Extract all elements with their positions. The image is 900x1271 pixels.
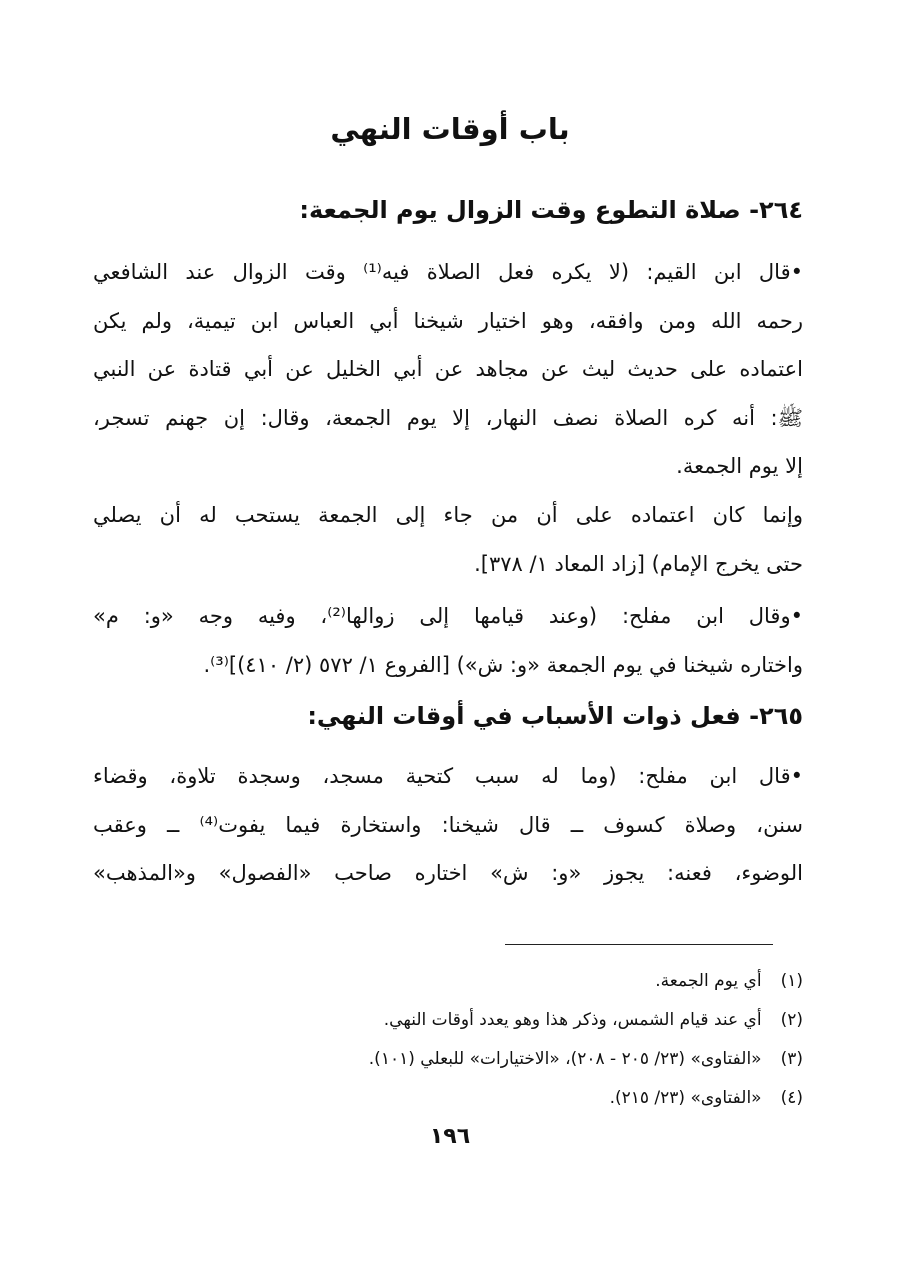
text-line: •قال ابن مفلح: (وما له سبب كتحية مسجد، وسجدة تلاوة، وقضاء	[93, 764, 803, 788]
text-line: •وقال ابن مفلح: (وعند قيامها إلى زوالها⁽²⁾، وفيه وجه «و: م»	[93, 604, 803, 628]
footnote-item	[103, 1079, 803, 1118]
footnote-item	[103, 962, 803, 1001]
text-line: رحمه الله ومن وافقه، وهو اختيار شيخنا أبي العباس ابن تيمية، ولم يكن	[93, 308, 803, 333]
section-heading-264: ٢٦٤- صلاة التطوع وقت الزوال يوم الجمعة:	[299, 196, 803, 224]
text-line: سنن، وصلاة كسوف ــ قال شيخنا: واستخارة فيما يفوت⁽⁴⁾ ــ وعقب	[93, 812, 803, 837]
paragraph-reliance	[93, 491, 803, 588]
text-line: •قال ابن القيم: (لا يكره فعل الصلاة فيه⁽¹⁾ وقت الزوال عند الشافعي	[93, 260, 803, 284]
text-line: الوضوء، فعنه: يجوز «و: ش» اختاره صاحب «الفصول» و«المذهب»	[93, 861, 803, 885]
footnote-number: (٣)	[780, 1049, 803, 1069]
footnotes	[103, 962, 803, 1118]
footnote-number: (٤)	[780, 1088, 803, 1108]
paragraph-ibn-muflih-2	[93, 752, 803, 898]
footnote-item	[103, 1001, 803, 1040]
footnote-text: أي يوم الجمعة.	[655, 971, 762, 991]
text-line: واختاره شيخنا في يوم الجمعة «و: ش») [الفروع ١/ ٥٧٢ (٢/ ٤١٠)]⁽³⁾.	[203, 652, 803, 677]
footnote-number: (١)	[780, 971, 803, 991]
paragraph-ibn-qayyim	[93, 248, 803, 491]
chapter-title: باب أوقات النهي	[330, 112, 570, 146]
footnote-item	[103, 1040, 803, 1079]
footnote-divider	[505, 944, 773, 945]
paragraph-ibn-muflih-1	[93, 592, 803, 689]
section-heading-265: ٢٦٥- فعل ذوات الأسباب في أوقات النهي:	[307, 702, 803, 730]
text-line: حتى يخرج الإمام) [زاد المعاد ١/ ٣٧٨].	[474, 551, 803, 576]
text-line: اعتماده على حديث ليث عن مجاهد عن أبي الخليل عن أبي قتادة عن النبي	[93, 357, 803, 381]
footnote-number: (٢)	[780, 1010, 803, 1030]
text-line: إلا يوم الجمعة.	[676, 454, 803, 478]
text-line: ﷺ: أنه كره الصلاة نصف النهار، إلا يوم الجمعة، وقال: إن جهنم تسجر،	[93, 405, 803, 430]
footnote-text: «الفتاوى» (٢٣/ ٢١٥).	[609, 1088, 762, 1108]
footnote-text: «الفتاوى» (٢٣/ ٢٠٥ - ٢٠٨)، «الاختيارات» للبعلي (١٠١).	[368, 1049, 762, 1069]
page-number: ١٩٦	[429, 1124, 471, 1149]
footnote-text: أي عند قيام الشمس، وذكر هذا وهو يعدد أوقات النهي.	[383, 1010, 762, 1030]
text-line: وإنما كان اعتماده على أن من جاء إلى الجمعة يستحب له أن يصلي	[93, 503, 803, 527]
